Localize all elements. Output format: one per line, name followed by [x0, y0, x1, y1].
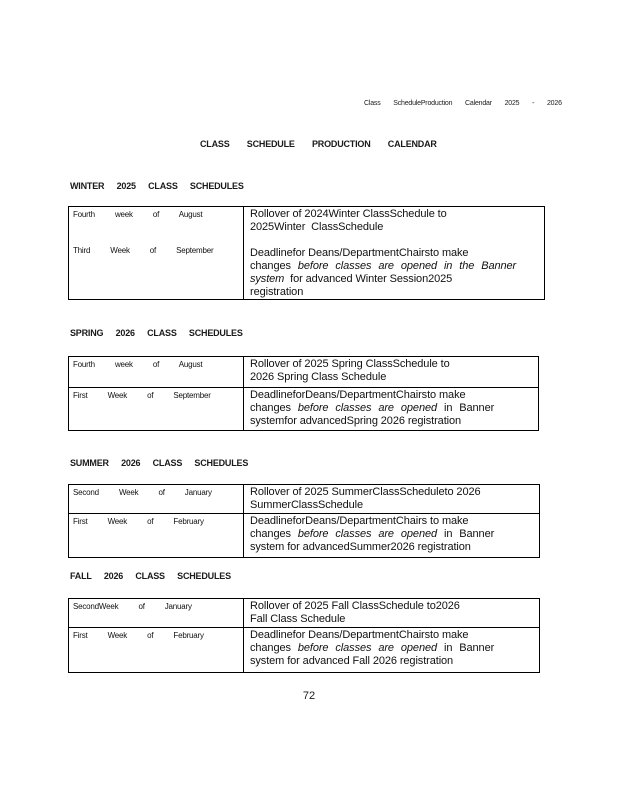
when-entry: First Week of February	[73, 517, 204, 526]
deadline-text: changes	[250, 642, 298, 654]
deadline-text: system for advancedSummer2026 registration	[250, 541, 471, 553]
when-cell	[69, 485, 244, 513]
when-entry: First Week of February	[73, 631, 204, 640]
deadline-text: in Banner	[437, 642, 495, 654]
table-row	[69, 599, 539, 627]
deadline-line	[250, 273, 540, 286]
summer-table	[68, 484, 540, 558]
when-entry: Fourth week of August	[73, 360, 203, 369]
deadline-text: changes	[250, 528, 298, 540]
deadline-line	[250, 528, 535, 541]
when-cell	[69, 599, 244, 627]
page-number: 72	[302, 690, 316, 702]
table-row	[69, 627, 539, 672]
deadline-text: changes	[250, 402, 298, 414]
deadline-line	[250, 260, 540, 273]
what-cell	[244, 207, 544, 300]
running-header: Class ScheduleProduction Calendar 2025 - 2026	[364, 100, 562, 107]
deadline-line	[250, 541, 535, 554]
when-entry: SecondWeek of January	[73, 602, 192, 611]
table-row	[69, 357, 538, 387]
section-heading-summer: SUMMER 2026 CLASS SCHEDULES	[70, 458, 249, 468]
deadline-text: for advanced Winter Session2025	[284, 273, 453, 285]
rollover-line: Rollover of 2025 Fall ClassSchedule to2026	[250, 600, 460, 612]
deadline-italic: system	[250, 273, 285, 285]
what-cell	[244, 357, 538, 387]
when-entry: First Week of September	[73, 391, 211, 400]
rollover-line: SummerClassSchedule	[250, 499, 364, 511]
when-cell	[69, 388, 244, 430]
deadline-italic: before classes are opened	[297, 528, 438, 540]
rollover-line: Rollover of 2025 Spring ClassSchedule to	[250, 358, 450, 370]
deadline-text: Deadlinefor Deans/DepartmentChairsto make	[250, 629, 469, 641]
deadline-line	[250, 642, 535, 655]
rollover-line: 2025Winter ClassSchedule	[250, 221, 384, 233]
deadline-text: DeadlineforDeans/DepartmentChairsto make	[250, 389, 466, 401]
section-heading-spring: SPRING 2026 CLASS SCHEDULES	[70, 328, 243, 338]
deadline-text: in Banner	[437, 402, 495, 414]
when-cell	[69, 357, 244, 387]
when-entry: Fourth week of August	[73, 210, 203, 219]
table-row	[69, 513, 539, 557]
deadline-text: registration	[250, 286, 304, 298]
deadline-line	[250, 515, 535, 528]
rollover-paragraph	[250, 208, 540, 234]
deadline-line	[250, 286, 540, 299]
deadline-line	[250, 247, 540, 260]
deadline-text: DeadlineforDeans/DepartmentChairs to make	[250, 515, 469, 527]
deadline-paragraph	[250, 247, 540, 299]
deadline-line	[250, 389, 534, 402]
deadline-line	[250, 415, 534, 428]
deadline-line	[250, 655, 535, 668]
rollover-line: Fall Class Schedule	[250, 613, 346, 625]
spring-table	[68, 356, 539, 431]
table-row	[69, 485, 539, 513]
deadline-text: systemfor advancedSpring 2026 registration	[250, 415, 462, 427]
deadline-italic: before classes are opened in the Banner	[297, 260, 517, 272]
what-cell	[244, 599, 539, 627]
when-cell	[69, 514, 244, 557]
deadline-text: in Banner	[437, 528, 495, 540]
table-row	[69, 387, 538, 430]
deadline-line	[250, 402, 534, 415]
what-cell	[244, 485, 539, 513]
when-cell	[69, 207, 244, 300]
when-entry: Third Week of September	[73, 246, 214, 255]
section-heading-winter: WINTER 2025 CLASS SCHEDULES	[70, 181, 244, 191]
fall-table	[68, 598, 540, 673]
rollover-line: Rollover of 2024Winter ClassSchedule to	[250, 208, 447, 220]
rollover-line: 2026 Spring Class Schedule	[250, 371, 387, 383]
deadline-text: system for advanced Fall 2026 registration	[250, 655, 454, 667]
what-cell	[244, 388, 538, 430]
what-cell	[244, 628, 539, 672]
deadline-text: Deadlinefor Deans/DepartmentChairsto make	[250, 247, 469, 259]
table-row	[69, 207, 544, 300]
deadline-line	[250, 629, 535, 642]
rollover-line: Rollover of 2025 SummerClassScheduleto 2026	[250, 486, 481, 498]
document-title: CLASS SCHEDULE PRODUCTION CALENDAR	[200, 139, 437, 149]
when-entry: Second Week of January	[73, 488, 212, 497]
deadline-italic: before classes are opened	[297, 642, 438, 654]
deadline-text: changes	[250, 260, 298, 272]
when-cell	[69, 628, 244, 672]
what-cell	[244, 514, 539, 557]
winter-table	[68, 206, 545, 300]
deadline-italic: before classes are opened	[297, 402, 438, 414]
section-heading-fall: FALL 2026 CLASS SCHEDULES	[70, 571, 231, 581]
